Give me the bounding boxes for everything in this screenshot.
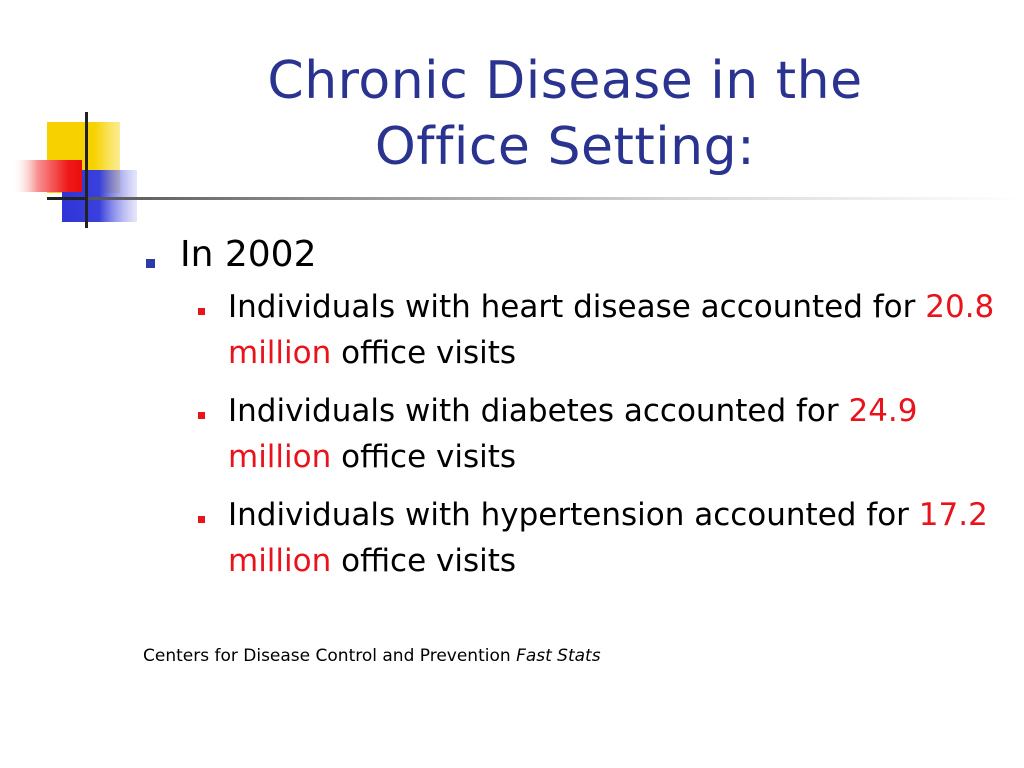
sub-bullet-text: office visits — [331, 543, 517, 579]
sub-bullet-text: office visits — [331, 439, 517, 475]
sub-bullet-heart-disease — [228, 284, 1010, 376]
square-bullet-icon — [198, 412, 205, 419]
square-bullet-icon — [198, 308, 205, 315]
sub-bullet-text: Individuals with hypertension accounted for — [228, 497, 919, 533]
deco-red-bar — [14, 160, 82, 192]
sub-bullet-text: Individuals with heart disease accounted for — [228, 289, 926, 325]
main-bullet-item — [140, 232, 1010, 278]
sub-bullet-hypertension — [228, 492, 1010, 584]
sub-bullet-highlight: 17.2 million — [228, 497, 988, 579]
slide-title-line-2: Office Setting: — [374, 117, 756, 177]
source-text: Centers for Disease Control and Prevention — [143, 646, 517, 666]
deco-horizontal-line-stub — [47, 197, 88, 200]
source-citation — [143, 644, 601, 668]
title-divider-line — [88, 197, 1024, 200]
slide-body — [140, 232, 1010, 596]
square-bullet-icon — [146, 259, 155, 268]
source-italic-text: Fast Stats — [516, 646, 601, 666]
slide-title — [150, 48, 980, 180]
square-bullet-icon — [198, 516, 205, 523]
slide-title-line-1: Chronic Disease in the — [267, 51, 863, 111]
sub-bullet-highlight: 20.8 million — [228, 289, 995, 371]
sub-bullet-text: Individuals with diabetes accounted for — [228, 393, 849, 429]
deco-vertical-line — [85, 112, 88, 228]
sub-bullet-list — [140, 284, 1010, 584]
sub-bullet-diabetes — [228, 388, 1010, 480]
sub-bullet-highlight: 24.9 million — [228, 393, 918, 475]
main-bullet-text: In 2002 — [180, 234, 317, 275]
sub-bullet-text: office visits — [331, 335, 517, 371]
